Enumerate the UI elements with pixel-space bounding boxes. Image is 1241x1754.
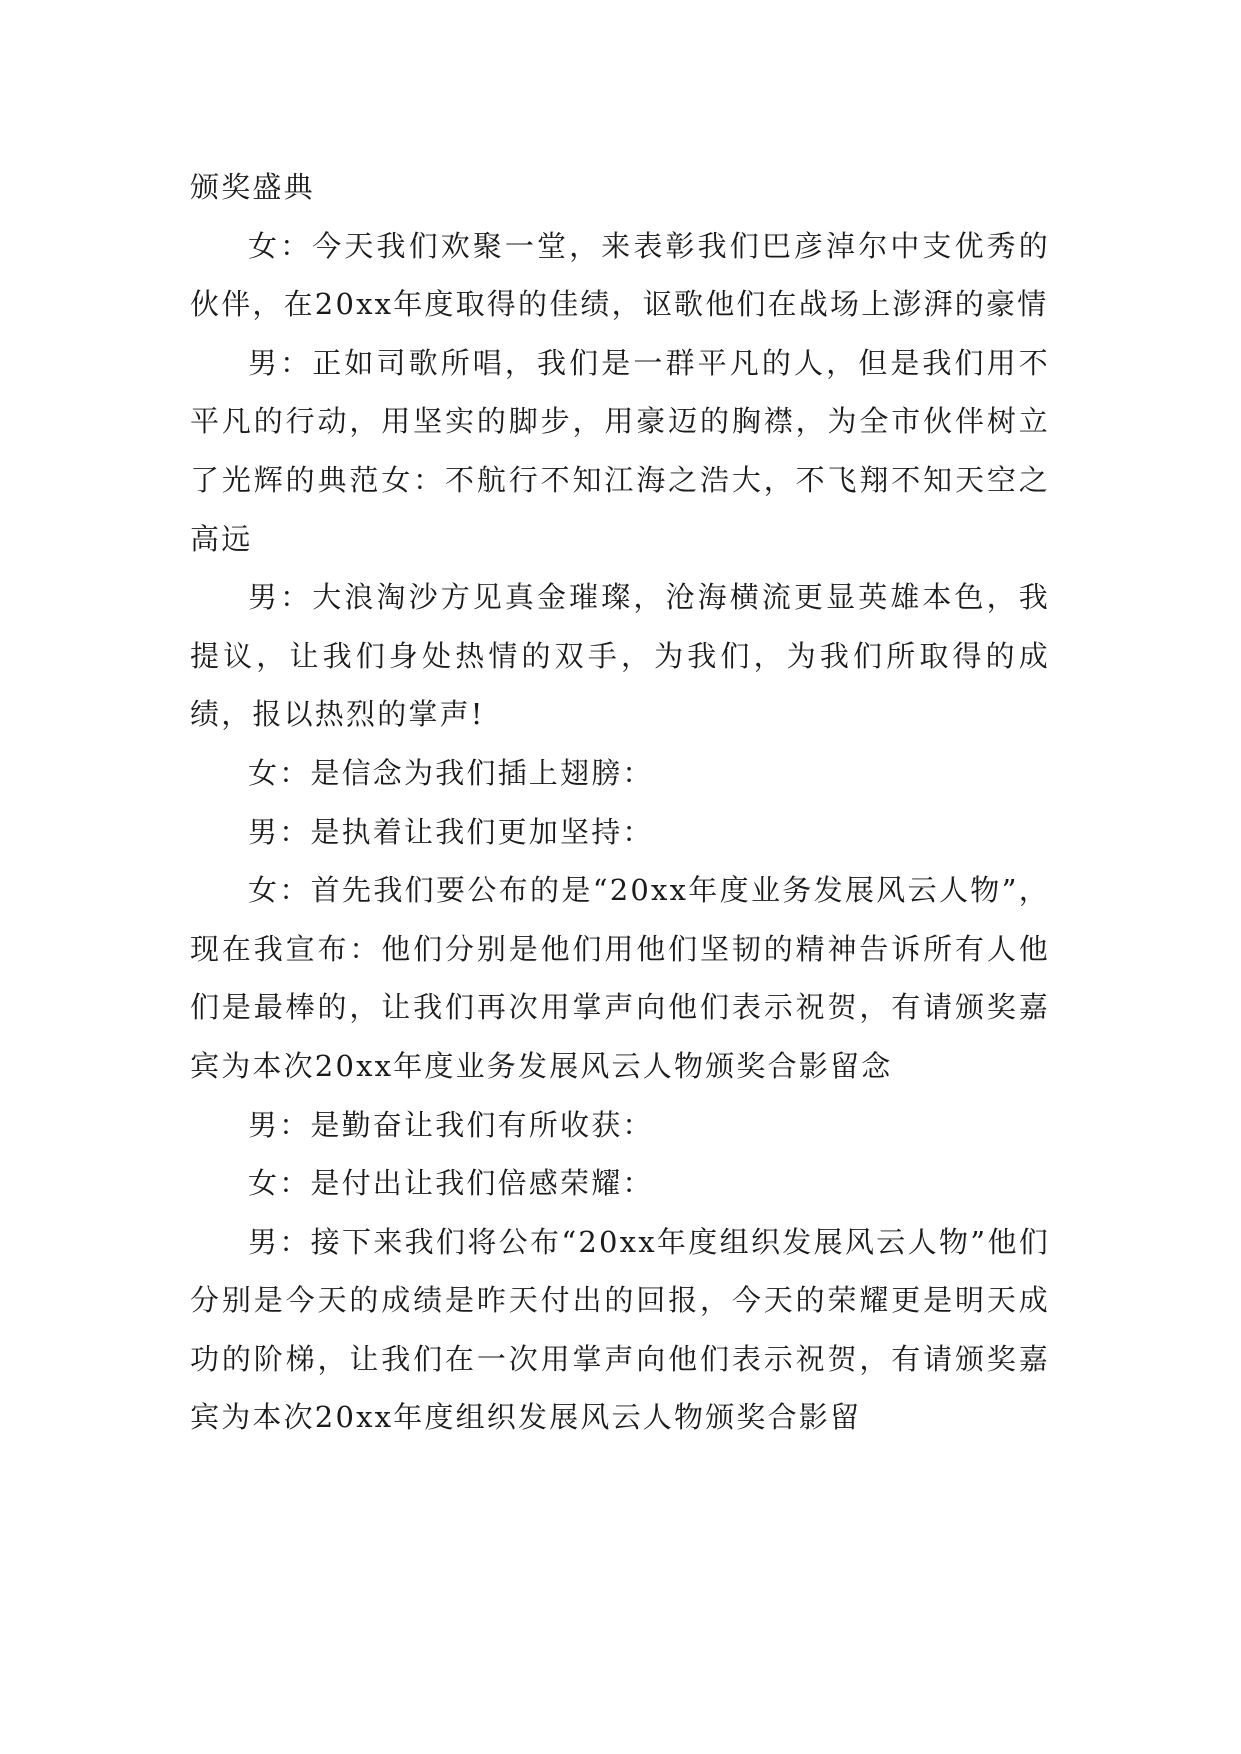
paragraph: 男：接下来我们将公布“20xx年度组织发展风云人物”他们分别是今天的成绩是昨天付出的回报，今天的荣耀更是明天成功的阶梯，让我们在一次用掌声向他们表示祝贺，有请颁奖嘉宾为本次20xx年度组织发展风云人物颁奖合影留 [190, 1224, 1050, 1435]
document-body [190, 158, 1050, 1447]
paragraph: 女：今天我们欢聚一堂，来表彰我们巴彦淖尔中支优秀的伙伴，在20xx年度取得的佳绩，讴歌他们在战场上澎湃的豪情 [190, 228, 1050, 322]
paragraph: 男：大浪淘沙方见真金璀璨，沧海横流更显英雄本色，我提议，让我们身处热情的双手，为我们，为我们所取得的成绩，报以热烈的掌声! [190, 580, 1050, 732]
paragraph: 女：是信念为我们插上翅膀： [248, 755, 654, 790]
document-heading: 颁奖盛典 [190, 170, 315, 204]
paragraph: 女：首先我们要公布的是“20xx年度业务发展风云人物”，现在我宣布：他们分别是他们用他们坚韧的精神告诉所有人他们是最棒的，让我们再次用掌声向他们表示祝贺，有请颁奖嘉宾为本次20xx年度业务发展风云人物颁奖合影留念 [190, 873, 1050, 1083]
paragraph: 男：正如司歌所唱，我们是一群平凡的人，但是我们用不平凡的行动，用坚实的脚步，用豪迈的胸襟，为全市伙伴树立了光辉的典范女：不航行不知江海之浩大，不飞翔不知天空之高远 [190, 345, 1050, 556]
paragraph: 女：是付出让我们倍感荣耀： [248, 1166, 654, 1201]
paragraph: 男：是执着让我们更加坚持： [248, 814, 654, 849]
paragraph: 男：是勤奋让我们有所收获： [248, 1107, 654, 1142]
